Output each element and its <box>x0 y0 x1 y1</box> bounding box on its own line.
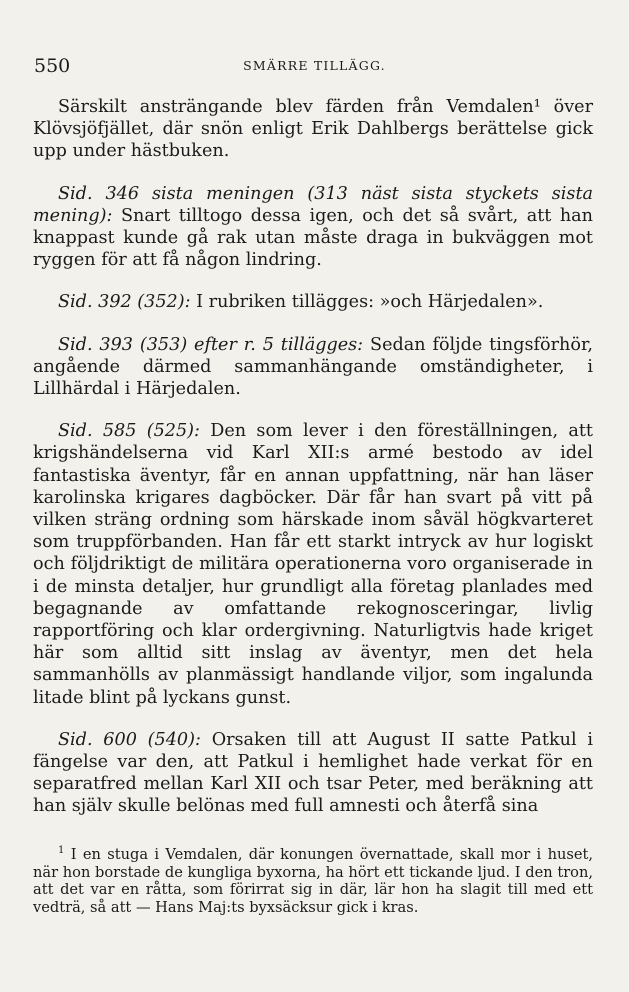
paragraph-text: Snart tilltogo dessa igen, och det så svårt, att han knappast kunde gå rak utan måste draga in bukväggen mot ryggen för att få någon lindring. <box>33 205 594 271</box>
page-reference: Sid. 393 (353) efter r. 5 tillägges: <box>58 334 364 355</box>
body-text <box>33 96 593 838</box>
running-head: SMÄRRE TILLÄGG. <box>243 58 386 73</box>
paragraph <box>33 96 593 163</box>
footnote-marker: 1 <box>58 845 65 857</box>
paragraph-text: I rubriken tillägges: »och Härjedalen». <box>196 292 544 313</box>
footnote-area <box>33 846 593 916</box>
page-reference: Sid. 346 sista meningen (313 näst sista styckets sista mening): <box>33 183 593 226</box>
page-reference: Sid. 600 (540): <box>58 729 201 750</box>
paragraph-text: Orsaken till att August II satte Patkul i fängelse var den, att Patkul i hemlighet hade verkat för en separatfred mellan Karl XII och tsar Peter, med beräkning att han själv skulle belönas med full amnesti och återfå sina <box>33 729 593 817</box>
footnote-text: I en stuga i Vemdalen, där konungen övernattade, skall mor i huset, när hon borstade de kungliga byxorna, ha hört ett tickande ljud. I den tron, att det var en råtta, som förirrat sig in där, lär hon ha slagit till med ett vedträ, så att — Hans Maj:ts byxsäcksur gick i kras. <box>33 846 593 916</box>
page-number: 550 <box>34 55 71 77</box>
paragraph <box>33 183 593 272</box>
paragraph-text: Sedan följde tingsförhör, angående därmed sammanhängande omständigheter, i Lillhärdal i Härjedalen. <box>33 334 594 400</box>
paragraph-text: Den som lever i den föreställningen, att krigshändelserna vid Karl XII:s armé bestodo av idel fantastiska äventyr, får en annan uppfattning, när han läser karolinska krigares dagböcker. Där får han svart på vitt på vilken sträng ordning som härskade inom såväl högkvarteret som truppförbanden. Han får ett starkt intryck av hur logiskt och följdriktigt de militära operationerna voro organiserade in i de minsta detaljer, hur grundligt alla företag planlades med begagnande av omfattande rekognosceringar, livlig rapportföring och klar ordergivning. Naturligtvis hade kriget här som alltid sitt inslag av äventyr, men det hela sammanhölls av planmässigt handlande viljor, som ingalunda litade blint på lyckans gunst. <box>33 421 593 708</box>
page-reference: Sid. 392 (352): <box>58 292 191 313</box>
paragraph <box>33 291 593 313</box>
paragraph-text: Särskilt ansträngande blev färden från Vemdalen¹ över Klövsjöfjället, där snön enligt Erik Dahlbergs berättelse gick upp under hästbuken. <box>33 97 593 162</box>
paragraph <box>33 729 593 818</box>
page-reference: Sid. 585 (525): <box>58 421 200 442</box>
page-header <box>34 55 595 79</box>
footnote <box>33 846 593 916</box>
paragraph <box>33 334 593 401</box>
paragraph <box>33 420 593 709</box>
